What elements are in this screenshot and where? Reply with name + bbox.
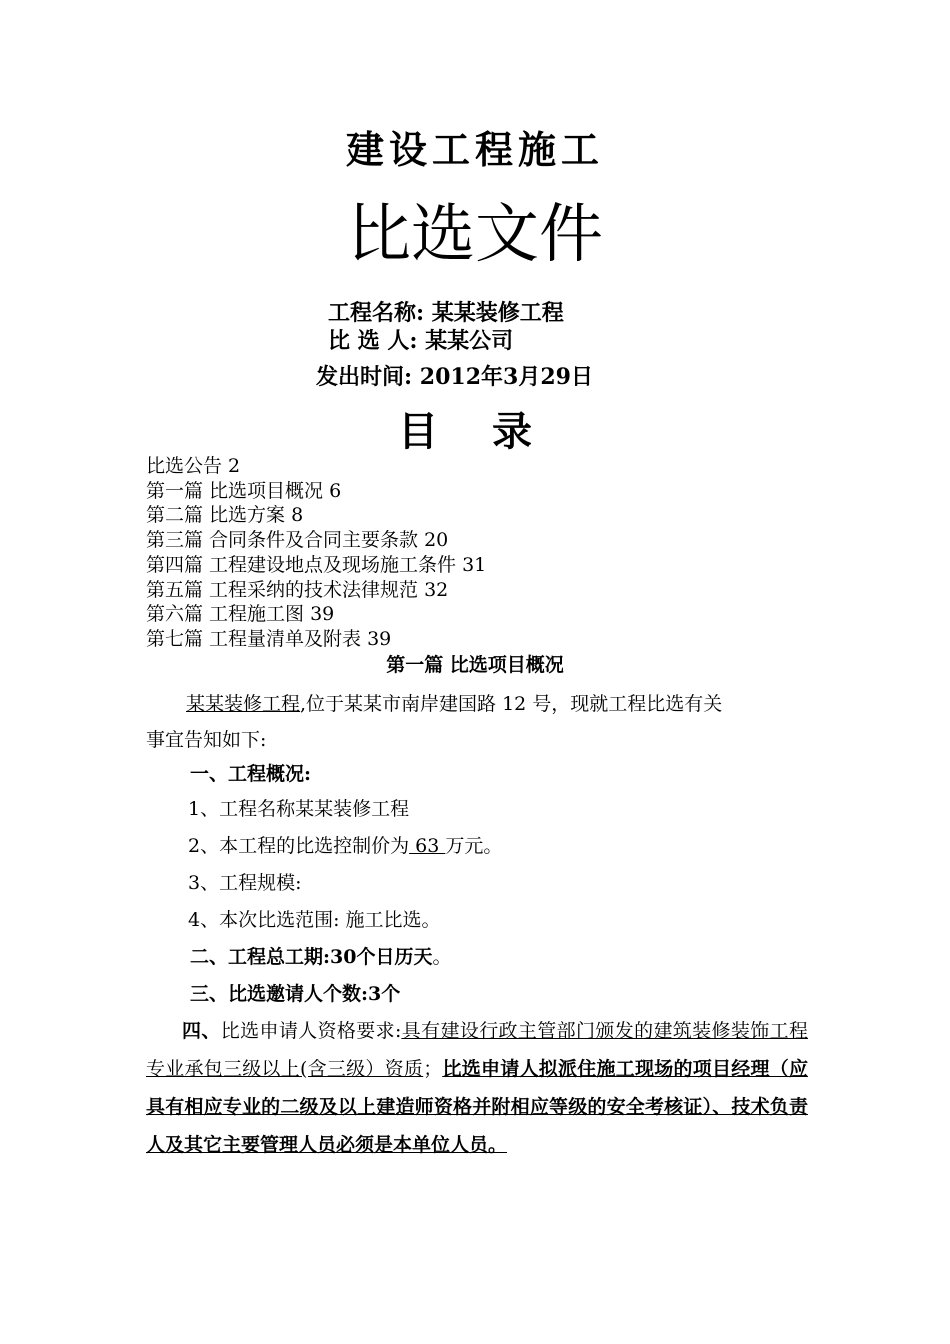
selector-label: 比 选 人: [328,328,418,354]
toc-title: 目 录 [398,409,552,455]
item-project-scale: 3、工程规模: [188,872,302,894]
intro-paragraph [146,686,806,758]
cover-title-line2: 比选文件 [347,198,603,272]
toc-item[interactable]: 第六篇 工程施工图 39 [146,603,335,626]
issue-date-nian: 年 [481,364,504,390]
issue-date-day: 29 [540,364,571,390]
duration-end: 。 [432,946,452,968]
project-name-label: 工程名称: [328,300,425,326]
intro-text: ,位于某某市南岸建国路 12 号，现就工程比选有关 [300,693,723,715]
control-price-value: 63 [409,835,446,857]
heading-duration [190,941,452,973]
item-control-price [188,830,502,862]
toc-item[interactable]: 第五篇 工程采纳的技术法律规范 32 [146,578,449,601]
issue-date-label: 发出时间: [316,364,413,390]
invitee-count-unit: 个 [381,983,401,1005]
issue-date-month: 3 [503,364,519,390]
personnel-requirement: 比选申请人拟派住施工现场的项目经理（应具有相应专业的二级及以上建造师资格并附相应等级的安全考核证）、技术负责人及其它主要管理人员必须是本单位人员。 [146,1058,808,1156]
toc-item[interactable]: 第二篇 比选方案 8 [146,504,304,527]
cover-title-line1: 建设工程施工 [345,128,604,172]
item-selection-scope: 4、本次比选范围: 施工比选。 [188,909,441,931]
qualification-number: 四、 [182,1020,221,1042]
qualification-separator: ； [423,1058,443,1080]
toc-item[interactable]: 第七篇 工程量清单及附表 39 [146,627,392,650]
issue-date-yue: 月 [518,364,541,390]
issue-date-year: 2012 [419,364,482,390]
intro-project-name: 某某装修工程 [186,693,301,715]
qualification-requirement: 具有建设行政主管部门颁发的建筑装修装饰工程专业承包三级以上(含三级）资质 [146,1020,808,1080]
heading-invitee-count [190,978,400,1010]
invitee-count-number: 3 [368,983,382,1005]
selector-value: 某某公司 [425,328,514,354]
project-name-line [328,298,564,328]
qualification-label: 比选申请人资格要求: [220,1020,402,1042]
heading-overview: 一、工程概况: [190,763,312,785]
control-price-unit: 万元。 [445,835,503,857]
toc-item[interactable]: 比选公告 2 [146,455,241,477]
duration-text: 个日历天 [356,946,433,968]
toc-item[interactable]: 第四篇 工程建设地点及现场施工条件 31 [146,553,487,576]
selector-line [328,326,513,356]
duration-number: 30 [330,946,357,968]
issue-date-ri: 日 [571,364,594,390]
project-name-value: 某某装修工程 [431,300,564,326]
invitee-count-label: 三、比选邀请人个数: [190,983,369,1005]
section-title: 第一篇 比选项目概况 [386,654,564,676]
intro-text-2: 事宜告知如下: [146,729,267,751]
toc-item[interactable]: 第一篇 比选项目概况 6 [146,479,342,502]
control-price-label: 2、本工程的比选控制价为 [188,835,410,857]
table-of-contents [146,454,486,652]
issue-date-line [316,362,593,392]
duration-label: 二、工程总工期: [190,946,331,968]
item-project-name: 1、工程名称某某装修工程 [188,798,410,820]
toc-item[interactable]: 第三篇 合同条件及合同主要条款 20 [146,529,449,552]
qualification-paragraph [146,1012,808,1164]
